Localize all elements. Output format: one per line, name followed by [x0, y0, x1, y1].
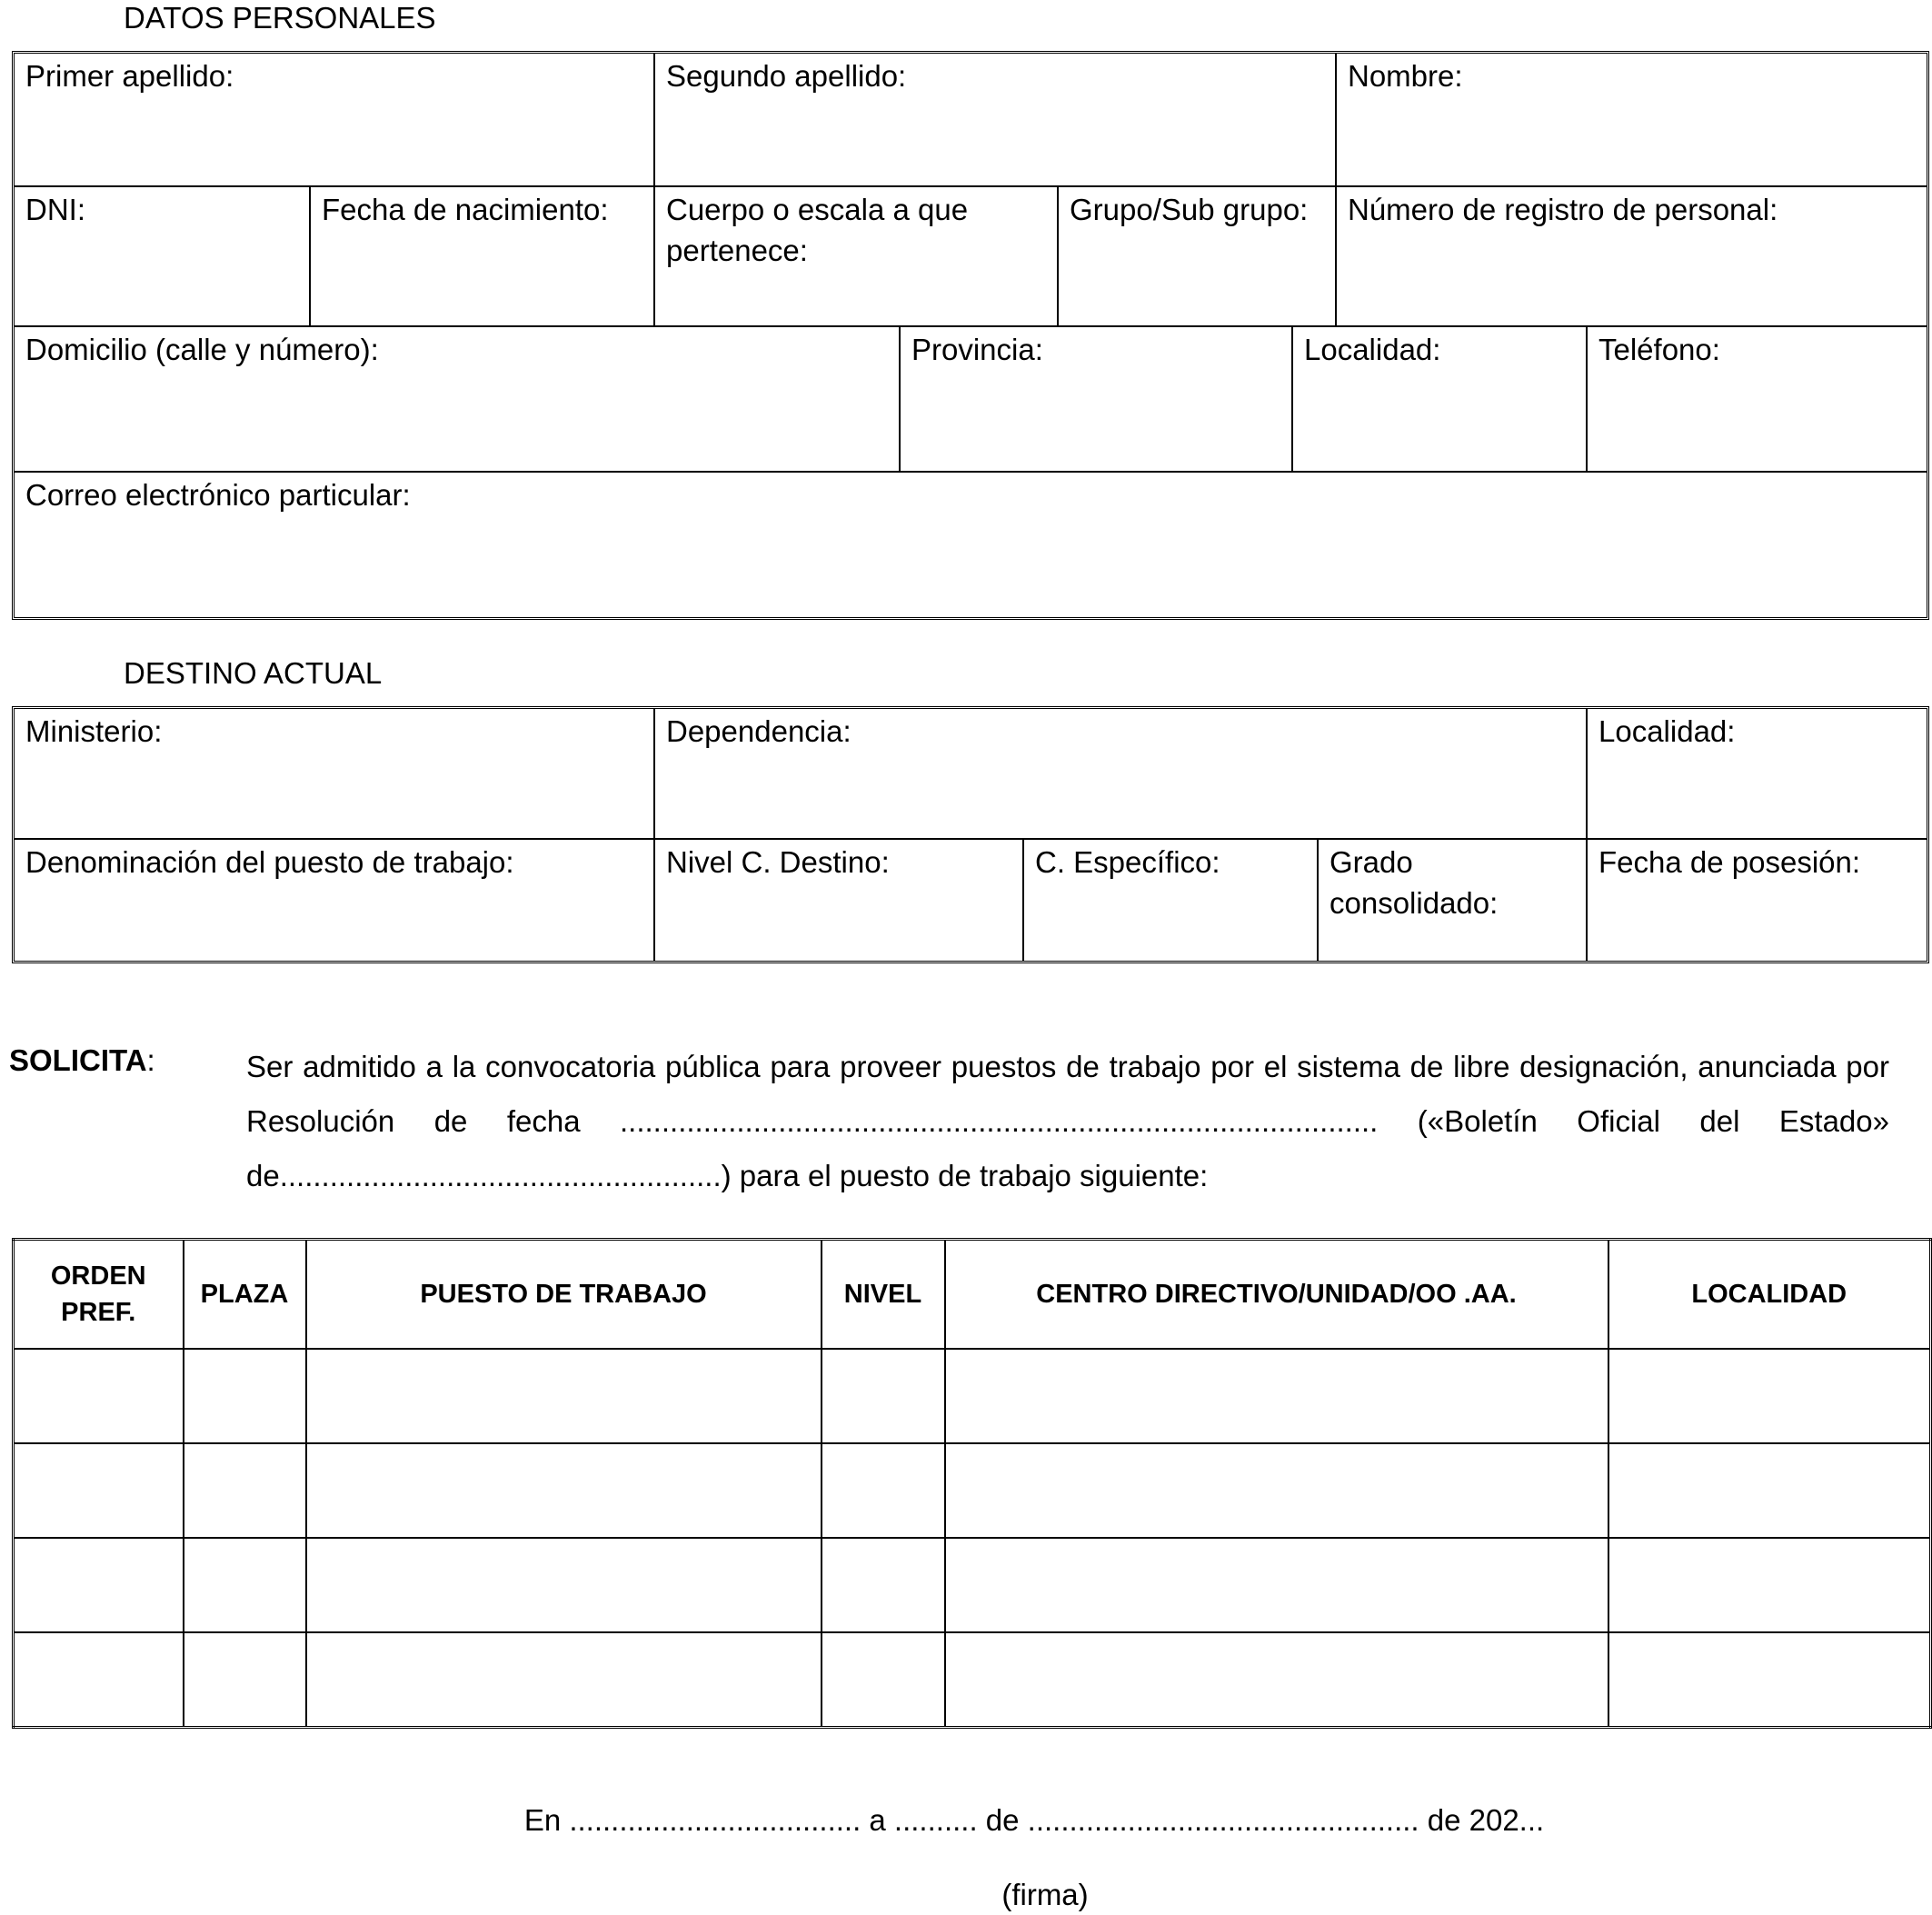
domicilio-label: Domicilio (calle y número): [25, 333, 379, 366]
nombre-field[interactable] [1335, 54, 1927, 185]
datos-personales-title: DATOS PERSONALES [124, 1, 436, 35]
dependencia-label: Dependencia: [666, 714, 851, 748]
ministerio-label: Ministerio: [25, 714, 163, 748]
table-row [14, 1443, 1931, 1538]
table-cell[interactable] [822, 1349, 945, 1443]
dependencia-field[interactable] [653, 709, 1586, 838]
table-header-row [14, 1240, 1931, 1350]
destino-actual-title: DESTINO ACTUAL [124, 656, 383, 690]
table-cell[interactable] [945, 1538, 1608, 1632]
denominacion-puesto-label: Denominación del puesto de trabajo: [25, 845, 514, 879]
table-cell[interactable] [822, 1538, 945, 1632]
destino-localidad-field[interactable] [1586, 709, 1927, 838]
primer-apellido-label: Primer apellido: [25, 59, 234, 93]
table-cell[interactable] [184, 1538, 306, 1632]
nivel-destino-field[interactable] [653, 838, 1022, 961]
solicita-word: SOLICITA [9, 1043, 147, 1077]
grado-consolidado-field[interactable] [1317, 838, 1586, 961]
place-date-line: En ................................... a .......... de ............................................... de 202... [523, 1803, 1545, 1837]
grupo-label: Grupo/Sub grupo: [1070, 193, 1309, 226]
signature-label: (firma) [1001, 1878, 1089, 1911]
table-cell[interactable] [945, 1443, 1608, 1538]
correo-field[interactable] [15, 471, 1927, 617]
numero-registro-field[interactable] [1335, 185, 1927, 325]
table-row [14, 1632, 1931, 1728]
fecha-nacimiento-label: Fecha de nacimiento: [322, 193, 609, 226]
solicita-text: Ser admitido a la convocatoria pública para proveer puestos de trabajo por el sistema de libre designación, anunciada por Resolución de fecha ........................................................................................... («Boletín Oficial del Estado» de.....................................................) para el puesto de trabajo siguiente: [246, 1050, 1889, 1192]
domicilio-field[interactable] [15, 325, 899, 471]
solicita-label [9, 1040, 155, 1081]
table-cell[interactable] [306, 1349, 822, 1443]
cuerpo-escala-field[interactable] [653, 185, 1057, 325]
table-cell[interactable] [1608, 1538, 1931, 1632]
correo-label: Correo electrónico particular: [25, 478, 411, 512]
header-localidad: LOCALIDAD [1608, 1240, 1931, 1350]
segundo-apellido-field[interactable] [653, 54, 1335, 185]
table-cell[interactable] [1608, 1632, 1931, 1728]
table-cell[interactable] [184, 1349, 306, 1443]
dni-label: DNI: [25, 193, 85, 226]
table-cell[interactable] [14, 1443, 184, 1538]
provincia-label: Provincia: [911, 333, 1043, 366]
destino-localidad-label: Localidad: [1598, 714, 1736, 748]
table-cell[interactable] [822, 1443, 945, 1538]
especifico-label: C. Específico: [1035, 845, 1220, 879]
header-puesto-trabajo: PUESTO DE TRABAJO [306, 1240, 822, 1350]
ministerio-field[interactable] [15, 709, 653, 838]
primer-apellido-field[interactable] [15, 54, 653, 185]
table-cell[interactable] [945, 1632, 1608, 1728]
table-cell[interactable] [184, 1443, 306, 1538]
table-cell[interactable] [822, 1632, 945, 1728]
table-cell[interactable] [1608, 1443, 1931, 1538]
grupo-field[interactable] [1057, 185, 1335, 325]
numero-registro-label: Número de registro de personal: [1348, 193, 1778, 226]
nombre-label: Nombre: [1348, 59, 1463, 93]
nivel-destino-label: Nivel C. Destino: [666, 845, 890, 879]
telefono-label: Teléfono: [1598, 333, 1720, 366]
denominacion-puesto-field[interactable] [15, 838, 653, 961]
puestos-table [12, 1238, 1932, 1729]
telefono-field[interactable] [1586, 325, 1927, 471]
table-cell[interactable] [306, 1538, 822, 1632]
header-orden-pref: ORDEN PREF. [14, 1240, 184, 1350]
cuerpo-escala-label: Cuerpo o escala a que pertenece: [666, 193, 969, 267]
table-cell[interactable] [1608, 1349, 1931, 1443]
fecha-nacimiento-field[interactable] [309, 185, 653, 325]
grado-consolidado-label: Grado consolidado: [1329, 845, 1499, 920]
destino-actual-frame [12, 706, 1929, 963]
table-row [14, 1349, 1931, 1443]
localidad-field[interactable] [1291, 325, 1586, 471]
table-cell[interactable] [184, 1632, 306, 1728]
localidad-label: Localidad: [1304, 333, 1441, 366]
dni-field[interactable] [15, 185, 309, 325]
solicita-colon: : [146, 1043, 155, 1077]
table-cell[interactable] [306, 1632, 822, 1728]
datos-personales-frame [12, 51, 1929, 620]
fecha-posesion-label: Fecha de posesión: [1598, 845, 1861, 879]
segundo-apellido-label: Segundo apellido: [666, 59, 907, 93]
table-cell[interactable] [14, 1632, 184, 1728]
especifico-field[interactable] [1022, 838, 1317, 961]
provincia-field[interactable] [899, 325, 1291, 471]
header-plaza: PLAZA [184, 1240, 306, 1350]
table-cell[interactable] [945, 1349, 1608, 1443]
header-centro-directivo: CENTRO DIRECTIVO/UNIDAD/OO .AA. [945, 1240, 1608, 1350]
table-cell[interactable] [14, 1349, 184, 1443]
table-cell[interactable] [306, 1443, 822, 1538]
table-row [14, 1538, 1931, 1632]
fecha-posesion-field[interactable] [1586, 838, 1927, 961]
header-nivel: NIVEL [822, 1240, 945, 1350]
table-cell[interactable] [14, 1538, 184, 1632]
